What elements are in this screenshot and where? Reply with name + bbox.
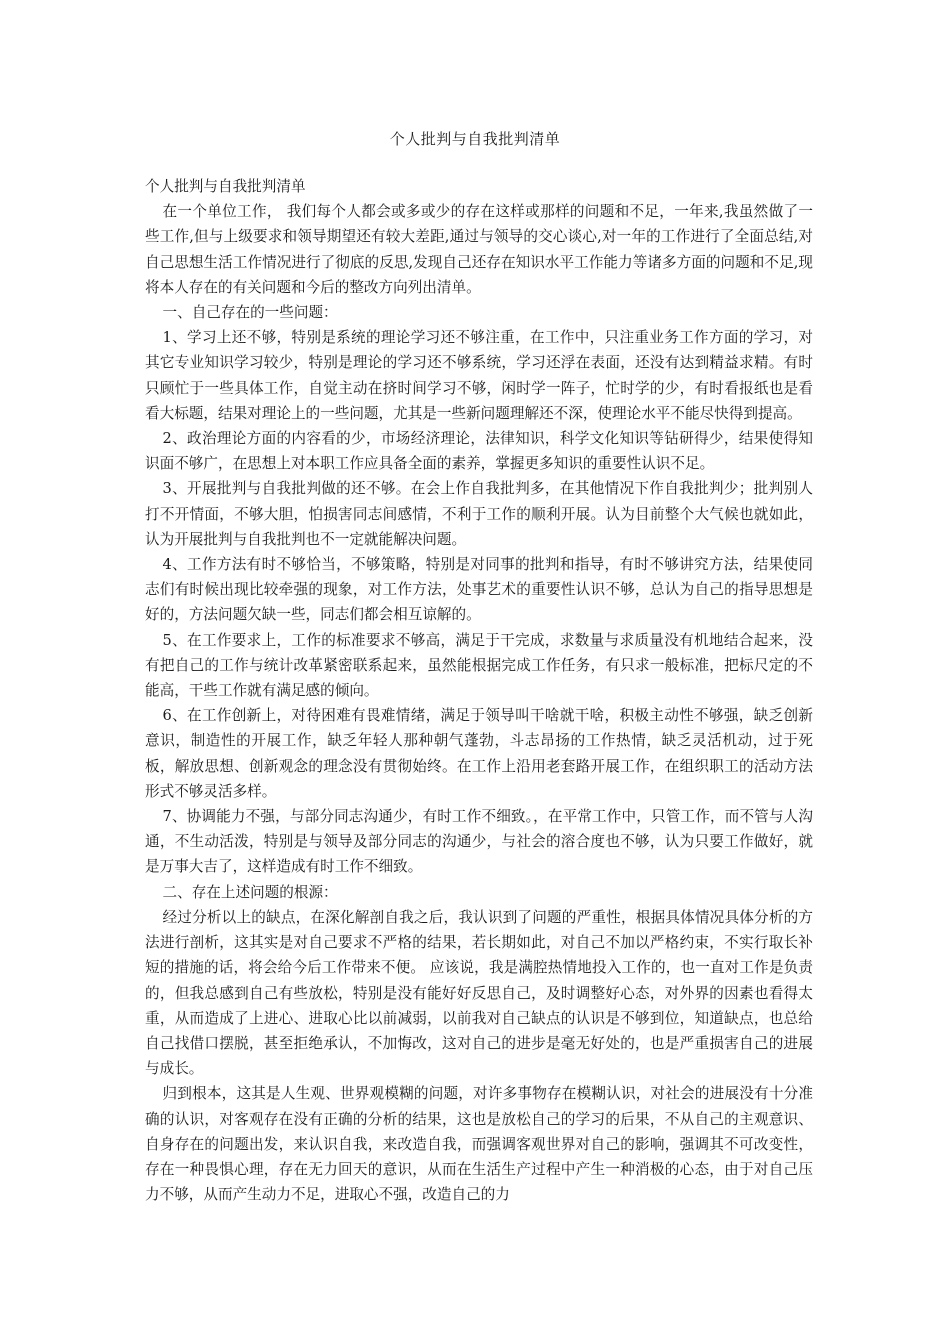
document-subtitle: 个人批判与自我批判清单 bbox=[145, 178, 306, 195]
paragraph-root-cause: 归到根本，这其是人生观、世界观模糊的问题，对许多事物存在模糊认识，对社会的进展没有十分准确的认识，对客观存在没有正确的分析的结果，这也是放松自己的学习的后果，不从自己的主观意识、自身存在的问题出发，来认识自我，来改造自我，而强调客观世界对自己的影响，强调其不可改变性，存在一种畏惧心理，存在无力回天的意识，从而在生活生产过程中产生一种消极的心态，由于对自己压力不够，从而产生动力不足，进取心不强，改造自己的力 bbox=[145, 1085, 813, 1204]
paragraph-analysis: 经过分析以上的缺点，在深化解剖自我之后，我认识到了问题的严重性，根据具体情况具体分析的方法进行剖析，这其实是对自己要求不严格的结果，若长期如此，对自己不加以严格约束，不实行取长补短的措施的话，将会给今后工作带来不便。 应该说，我是满腔热情地投入工作的，也一直对工作是负责的，但我总感到自己有些放松，特别是没有能好好反思自己，及时调整好心态，对外界的因素也看得太重，从而造成了上进心、进取心比以前减弱，以前我对自己缺点的认识是不够到位，知道缺点，也总给自己找借口摆脱，甚至拒绝承认，不加悔改，这对自己的进步是毫无好处的，也是严重损害自己的进展与成长。 bbox=[145, 908, 813, 1078]
paragraph-item-4: 4、工作方法有时不够恰当，不够策略，特别是对同事的批判和指导，有时不够讲究方法，结果使同志们有时候出现比较牵强的现象，对工作方法，处事艺术的重要性认识不够，总认为自己的指导思想是好的，方法问题欠缺一些，同志们都会相互谅解的。 bbox=[145, 556, 813, 624]
paragraph-item-1: 1、学习上还不够，特别是系统的理论学习还不够注重，在工作中，只注重业务工作方面的学习，对其它专业知识学习较少，特别是理论的学习还不够系统，学习还浮在表面，还没有达到精益求精。有时只顾忙于一些具体工作，自觉主动在挤时间学习不够，闲时学一阵子，忙时学的少，有时看报纸也是看看大标题，结果对理论上的一些问题，尤其是一些新问题理解还不深，使理论水平不能尽快得到提高。 bbox=[145, 329, 813, 422]
paragraph-intro: 在一个单位工作， 我们每个人都会或多或少的存在这样或那样的问题和不足，一年来,我虽然做了一些工作,但与上级要求和领导期望还有较大差距,通过与领导的交心谈心,对一年的工作进行了全面总结,对自己思想生活工作情况进行了彻底的反思,发现自己还存在知识水平工作能力等诸多方面的问题和不足,现将本人存在的有关问题和今后的整改方向列出清单。 bbox=[145, 203, 813, 296]
document-title: 个人批判与自我批判清单 bbox=[389, 130, 561, 148]
paragraph-item-5: 5、在工作要求上，工作的标准要求不够高，满足于干完成，求数量与求质量没有机地结合起来，没有把自己的工作与统计改革紧密联系起来，虽然能根据完成工作任务，有只求一般标准，把标尺定的不能高，干些工作就有满足感的倾向。 bbox=[145, 631, 813, 700]
section-heading-roots: 二、存在上述问题的根源： bbox=[162, 883, 338, 901]
section-heading-problems: 一、自己存在的一些问题： bbox=[162, 304, 338, 322]
paragraph-item-3: 3、开展批判与自我批判做的还不够。在会上作自我批判多，在其他情况下作自我批判少；批判别人打不开情面，不够大胆，怕损害同志间感情，不利于工作的顺利开展。认为目前整个大气候也就如此，认为开展批判与自我批判也不一定就能解决问题。 bbox=[145, 480, 813, 548]
paragraph-item-7: 7、协调能力不强，与部分同志沟通少，有时工作不细致。，在平常工作中，只管工作，而不管与人沟通，不生动活泼，特别是与领导及部分同志的沟通少，与社会的溶合度也不够，认为只要工作做好，就是万事大吉了，这样造成有时工作不细致。 bbox=[145, 808, 813, 876]
paragraph-item-6: 6、在工作创新上，对待困难有畏难情绪，满足于领导叫干啥就干啥，积极主动性不够强，缺乏创新意识，制造性的开展工作，缺乏年轻人那种朝气蓬勃，斗志昂扬的工作热情，缺乏灵活机动，过于死板，解放思想、创新观念的理念没有贯彻始终。在工作上沿用老套路开展工作，在组织职工的活动方法形式不够灵活多样。 bbox=[145, 707, 813, 800]
document-body bbox=[145, 174, 813, 1207]
paragraph-item-2: 2、政治理论方面的内容看的少，市场经济理论，法律知识，科学文化知识等钻研得少，结果使得知识面不够广，在思想上对本职工作应具备全面的素养，掌握更多知识的重要性认识不足。 bbox=[145, 430, 813, 473]
